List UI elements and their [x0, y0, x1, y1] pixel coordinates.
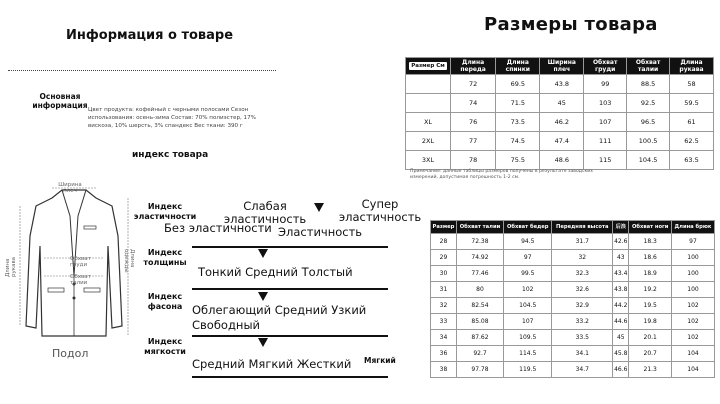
table-cell: 58 — [670, 75, 714, 94]
table-cell: 47.4 — [540, 132, 584, 151]
table-cell: 44.6 — [613, 314, 629, 330]
jacket-waist-label: Обхват талии — [70, 274, 91, 286]
table-header-cell: Длина рукава — [670, 58, 714, 75]
table-cell: 78 — [451, 151, 496, 170]
product-index-title: индекс товара — [132, 150, 209, 160]
table-cell: 99 — [584, 75, 627, 94]
table-cell: 20.7 — [629, 346, 672, 362]
table-cell: 74.5 — [496, 132, 540, 151]
table-cell: 69.5 — [496, 75, 540, 94]
table-cell: 18.9 — [629, 266, 672, 282]
table-cell: 44.2 — [613, 298, 629, 314]
table-cell: 33.2 — [552, 314, 613, 330]
table-cell: 97 — [671, 234, 714, 250]
table-cell: 88.5 — [627, 75, 670, 94]
elasticity-scale-line — [192, 246, 388, 248]
table-cell: 19.8 — [629, 314, 672, 330]
table-cell: 45 — [540, 94, 584, 113]
table-cell: 71.5 — [496, 94, 540, 113]
table-cell: 103 — [584, 94, 627, 113]
table-row — [431, 282, 715, 298]
elasticity-index-label: Индекс эластичности — [133, 202, 197, 221]
table-header-cell: 后浪 — [613, 221, 629, 234]
table-cell: 104.5 — [627, 151, 670, 170]
thickness-marker — [258, 249, 268, 258]
table-cell: 43.8 — [613, 282, 629, 298]
table-cell: 19.2 — [629, 282, 672, 298]
table-row — [431, 298, 715, 314]
table-cell: 99.5 — [504, 266, 552, 282]
table-cell: 63.5 — [670, 151, 714, 170]
table-cell: 119.5 — [504, 362, 552, 378]
table-cell: 42.6 — [613, 234, 629, 250]
basic-info-heading: Основная информация — [32, 92, 88, 110]
table-cell: 72 — [451, 75, 496, 94]
table-cell: 100 — [671, 250, 714, 266]
fit-index-label: Индекс фасона — [147, 292, 183, 311]
table-cell: 73.5 — [496, 113, 540, 132]
elasticity-option-normal: Эластичность — [278, 225, 363, 239]
table-header-row — [406, 58, 714, 75]
table-row — [406, 75, 714, 94]
table-cell: 102 — [671, 298, 714, 314]
table-cell: 2XL — [406, 132, 451, 151]
table-cell — [406, 94, 451, 113]
table-cell: 32 — [431, 298, 457, 314]
fit-scale-line — [192, 335, 388, 337]
table-cell: 102 — [671, 330, 714, 346]
table-cell: 20.1 — [629, 330, 672, 346]
fit-options-line1: Облегающий Средний Узкий — [192, 303, 367, 317]
table-cell: 94.5 — [504, 234, 552, 250]
table-cell — [406, 75, 451, 94]
table-cell: 80 — [456, 282, 503, 298]
table-cell: 102 — [504, 282, 552, 298]
table-cell: 28 — [431, 234, 457, 250]
jacket-chest-label: Обхват груди — [70, 256, 91, 268]
product-description: Цвет продукта: кофейный с черными полосами Сезон использования: осень-зима Состав: 70% полиэстер, 17% вискоза, 10% шерсть, 3% спандекс Вес ткани: 390 г — [88, 107, 256, 129]
elasticity-option-super: Супер эластичность — [338, 197, 422, 224]
pants-size-table — [430, 220, 715, 378]
table-cell: 62.5 — [670, 132, 714, 151]
jacket-shoulder-label: Ширина плеч — [58, 182, 82, 194]
table-cell: 104.5 — [504, 298, 552, 314]
table-cell: 85.08 — [456, 314, 503, 330]
elasticity-option-weak: Слабая эластичность — [223, 199, 307, 226]
table-header-cell: Обхват ноги — [629, 221, 672, 234]
table-header-cell: Размер См — [406, 58, 451, 75]
table-cell: 102 — [671, 314, 714, 330]
thickness-scale-line — [192, 288, 388, 290]
table-cell: 31 — [431, 282, 457, 298]
jacket-size-table — [405, 57, 714, 170]
table-cell: 30 — [431, 266, 457, 282]
table-cell: 100 — [671, 266, 714, 282]
jacket-length-label: Длина одежды — [123, 249, 135, 273]
elasticity-marker — [314, 203, 324, 212]
table-row — [431, 362, 715, 378]
table-cell: 115 — [584, 151, 627, 170]
table-cell: 111 — [584, 132, 627, 151]
table-cell: 31.7 — [552, 234, 613, 250]
table-cell: 74 — [451, 94, 496, 113]
table-row — [431, 266, 715, 282]
table-cell: 61 — [670, 113, 714, 132]
table-cell: 32.3 — [552, 266, 613, 282]
table-cell: 29 — [431, 250, 457, 266]
table-cell: 92.7 — [456, 346, 503, 362]
table-cell: 74.92 — [456, 250, 503, 266]
jacket-sleeve-label: Длина рукава — [5, 256, 17, 277]
table-header-cell: Длина брюк — [671, 221, 714, 234]
table-row — [406, 94, 714, 113]
table-cell: 45.8 — [613, 346, 629, 362]
table-cell: 3XL — [406, 151, 451, 170]
size-note: Примечание: данные таблицы размеров получены в результате заводских измерений, допустимая погрешность 1-2 см. — [410, 169, 593, 180]
table-cell: 107 — [504, 314, 552, 330]
table-cell: 96.5 — [627, 113, 670, 132]
table-cell: 76 — [451, 113, 496, 132]
softness-marker — [258, 338, 268, 347]
table-header-cell: Длина переда — [451, 58, 496, 75]
table-cell: 97.78 — [456, 362, 503, 378]
table-cell: 34.1 — [552, 346, 613, 362]
table-cell: 18.3 — [629, 234, 672, 250]
table-cell: 77.46 — [456, 266, 503, 282]
table-cell: 19.5 — [629, 298, 672, 314]
table-cell: 114.5 — [504, 346, 552, 362]
table-cell: 18.6 — [629, 250, 672, 266]
table-cell: 109.5 — [504, 330, 552, 346]
table-cell: 77 — [451, 132, 496, 151]
table-cell: 43 — [613, 250, 629, 266]
table-header-cell: Длина спинки — [496, 58, 540, 75]
table-cell: 33.5 — [552, 330, 613, 346]
table-cell: 87.62 — [456, 330, 503, 346]
table-header-cell: Ширина плеч — [540, 58, 584, 75]
elasticity-option-none: Без эластичности — [164, 221, 272, 235]
table-cell: 92.5 — [627, 94, 670, 113]
table-row — [431, 250, 715, 266]
jacket-hem-label: Подол — [52, 347, 89, 360]
table-row — [406, 113, 714, 132]
softness-options: Средний Мягкий Жесткий — [192, 357, 352, 371]
fit-marker — [258, 292, 268, 301]
table-cell: 72.38 — [456, 234, 503, 250]
table-cell: 100.5 — [627, 132, 670, 151]
table-row — [431, 346, 715, 362]
table-header-row — [431, 221, 715, 234]
table-header-cell: Передняя высота — [552, 221, 613, 234]
table-row — [431, 314, 715, 330]
table-cell: 32.9 — [552, 298, 613, 314]
table-cell: 33 — [431, 314, 457, 330]
table-cell: 82.54 — [456, 298, 503, 314]
table-row — [406, 151, 714, 170]
table-header-cell: Размер — [431, 221, 457, 234]
table-row — [431, 234, 715, 250]
thickness-options: Тонкий Средний Толстый — [198, 265, 353, 279]
table-cell: 43.4 — [613, 266, 629, 282]
table-header-cell: Обхват бедер — [504, 221, 552, 234]
dotted-divider — [8, 70, 276, 71]
table-cell: 32 — [552, 250, 613, 266]
table-cell: 46.6 — [613, 362, 629, 378]
table-header-cell: Обхват груди — [584, 58, 627, 75]
table-cell: 32.6 — [552, 282, 613, 298]
table-cell: 46.2 — [540, 113, 584, 132]
table-cell: 38 — [431, 362, 457, 378]
table-row — [431, 330, 715, 346]
product-sizes-title: Размеры товара — [484, 14, 658, 35]
table-cell: 48.6 — [540, 151, 584, 170]
table-cell: 59.5 — [670, 94, 714, 113]
table-cell: 107 — [584, 113, 627, 132]
thickness-index-label: Индекс толщины — [143, 248, 187, 267]
table-header-cell: Обхват талии — [627, 58, 670, 75]
softness-scale-line — [192, 376, 388, 378]
table-cell: 45 — [613, 330, 629, 346]
table-cell: 21.3 — [629, 362, 672, 378]
table-row — [406, 132, 714, 151]
table-cell: 97 — [504, 250, 552, 266]
product-info-title: Информация о товаре — [66, 28, 234, 43]
softness-extra-label: Мягкий — [364, 356, 396, 365]
table-cell: 104 — [671, 362, 714, 378]
table-cell: 100 — [671, 282, 714, 298]
table-cell: 104 — [671, 346, 714, 362]
table-cell: 36 — [431, 346, 457, 362]
table-cell: 43.8 — [540, 75, 584, 94]
table-cell: XL — [406, 113, 451, 132]
table-cell: 75.5 — [496, 151, 540, 170]
fit-options-line2: Свободный — [192, 318, 260, 332]
table-cell: 34.7 — [552, 362, 613, 378]
table-cell: 34 — [431, 330, 457, 346]
table-header-cell: Обхват талии — [456, 221, 503, 234]
softness-index-label: Индекс мягкости — [144, 337, 186, 356]
